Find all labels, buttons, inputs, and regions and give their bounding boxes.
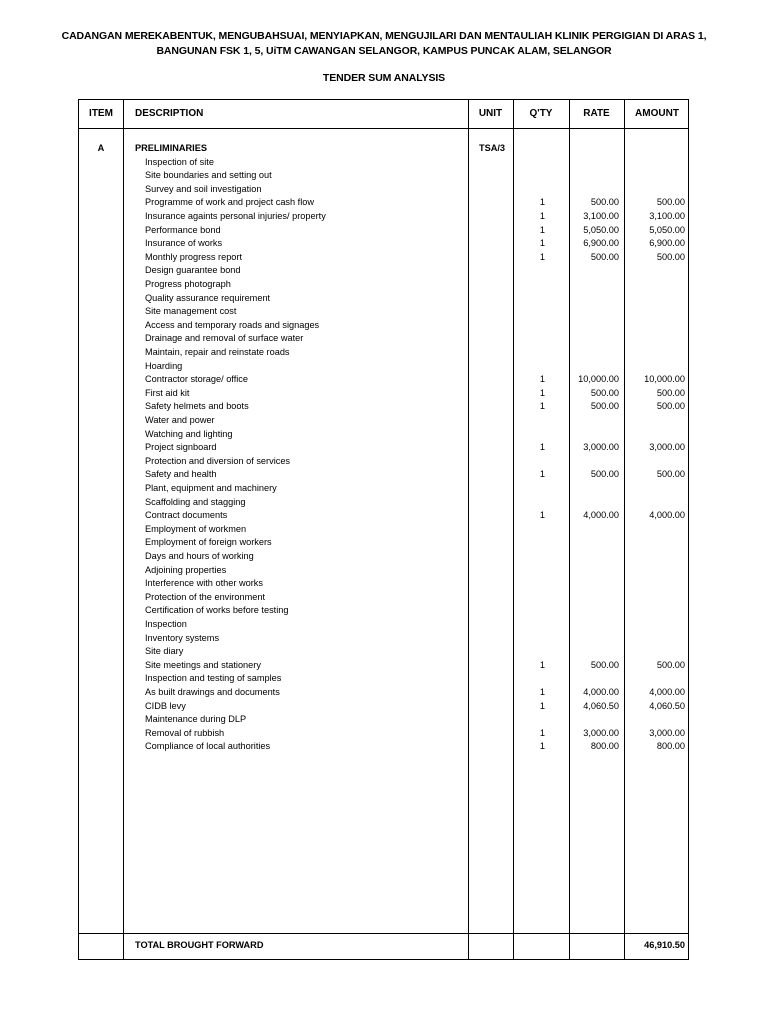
- row-rate: 500.00: [590, 197, 619, 208]
- row-qty: 1: [539, 197, 545, 208]
- row-description: First aid kit: [145, 387, 190, 398]
- row-qty: 1: [539, 238, 545, 249]
- row-qty: 1: [539, 727, 545, 738]
- row-rate: 3,000.00: [583, 442, 619, 453]
- row-qty: 1: [539, 686, 545, 697]
- row-rate: 4,000.00: [583, 510, 619, 521]
- row-description: Performance bond: [145, 224, 221, 235]
- row-qty: 1: [539, 741, 545, 752]
- row-rate: 6,900.00: [583, 238, 619, 249]
- row-qty: 1: [539, 374, 545, 385]
- row-amount: 4,000.00: [649, 510, 685, 521]
- section-title: PRELIMINARIES: [135, 143, 207, 153]
- row-rate: 3,000.00: [583, 727, 619, 738]
- row-rate: 500.00: [590, 469, 619, 480]
- row-amount: 500.00: [656, 659, 685, 670]
- row-description: Insurance againts personal injuries/ property: [145, 210, 326, 221]
- row-description: Site management cost: [145, 306, 237, 317]
- row-description: Protection of the environment: [145, 591, 266, 602]
- row-amount: 6,900.00: [649, 238, 685, 249]
- row-description: Removal of rubbish: [145, 727, 225, 738]
- row-description: Safety and health: [145, 469, 217, 480]
- row-description: Certification of works before testing: [145, 605, 289, 616]
- row-amount: 4,060.50: [649, 700, 685, 711]
- row-qty: 1: [539, 251, 545, 262]
- row-description: CIDB levy: [145, 700, 186, 711]
- row-description: As built drawings and documents: [145, 686, 280, 697]
- row-description: Access and temporary roads and signages: [145, 319, 320, 330]
- row-description: Scaffolding and stagging: [145, 496, 246, 507]
- row-description: Contractor storage/ office: [145, 374, 248, 385]
- row-description: Employment of workmen: [145, 523, 247, 534]
- row-rate: 4,060.50: [583, 700, 619, 711]
- row-rate: 500.00: [590, 401, 619, 412]
- row-description: Programme of work and project cash flow: [145, 197, 315, 208]
- row-qty: 1: [539, 401, 545, 412]
- row-qty: 1: [539, 442, 545, 453]
- row-description: Survey and soil investigation: [145, 183, 262, 194]
- row-rate: 500.00: [590, 251, 619, 262]
- row-description: Insurance of works: [145, 238, 223, 249]
- document-subtitle: TENDER SUM ANALYSIS: [322, 72, 446, 84]
- row-amount: 500.00: [656, 401, 685, 412]
- row-description: Monthly progress report: [145, 251, 243, 262]
- row-qty: 1: [539, 210, 545, 221]
- row-qty: 1: [539, 700, 545, 711]
- row-description: Quality assurance requirement: [145, 292, 271, 303]
- row-amount: 3,000.00: [649, 727, 685, 738]
- column-divider: [468, 100, 469, 959]
- column-header-description: DESCRIPTION: [135, 108, 204, 119]
- row-qty: 1: [539, 659, 545, 670]
- row-description: Drainage and removal of surface water: [145, 333, 304, 344]
- row-description: Contract documents: [145, 510, 228, 521]
- column-header-unit: UNIT: [478, 108, 503, 119]
- column-header-amount: AMOUNT: [635, 108, 679, 119]
- row-description: Site meetings and stationery: [145, 659, 261, 670]
- row-amount: 800.00: [656, 741, 685, 752]
- row-description: Maintenance during DLP: [145, 714, 247, 725]
- row-description: Design guarantee bond: [145, 265, 241, 276]
- column-header-rate: RATE: [583, 108, 610, 119]
- document-title-line-1: CADANGAN MEREKABENTUK, MENGUBAHSUAI, MENYIAPKAN, MENGUJILARI DAN MENTAULIAH KLINIK PERGIGIAN DI ARAS 1,: [61, 30, 707, 42]
- row-description: Inspection: [145, 618, 187, 629]
- row-amount: 3,000.00: [649, 442, 685, 453]
- row-rate: 5,050.00: [583, 224, 619, 235]
- row-description: Site boundaries and setting out: [145, 170, 272, 181]
- row-rate: 500.00: [590, 659, 619, 670]
- section-item: A: [97, 143, 105, 153]
- row-description: Days and hours of working: [145, 550, 254, 561]
- row-rate: 3,100.00: [583, 210, 619, 221]
- row-description: Progress photograph: [145, 278, 231, 289]
- document-title-line-2: BANGUNAN FSK 1, 5, UiTM CAWANGAN SELANGOR, KAMPUS PUNCAK ALAM, SELANGOR: [156, 45, 612, 57]
- row-description: Project signboard: [145, 442, 217, 453]
- column-header-item: ITEM: [89, 108, 113, 119]
- row-description: Employment of foreign workers: [145, 537, 272, 548]
- row-amount: 3,100.00: [649, 210, 685, 221]
- row-description: Inventory systems: [145, 632, 220, 643]
- row-description: Plant, equipment and machinery: [145, 482, 277, 493]
- row-description: Hoarding: [145, 360, 183, 371]
- row-amount: 4,000.00: [649, 686, 685, 697]
- row-amount: 500.00: [656, 387, 685, 398]
- row-amount: 500.00: [656, 197, 685, 208]
- row-rate: 800.00: [590, 741, 619, 752]
- footer-divider: [79, 933, 688, 934]
- row-description: Watching and lighting: [145, 428, 233, 439]
- header-divider: [79, 128, 688, 129]
- row-description: Compliance of local authorities: [145, 741, 271, 752]
- row-amount: 10,000.00: [644, 374, 685, 385]
- total-label: TOTAL BROUGHT FORWARD: [135, 940, 264, 950]
- row-rate: 10,000.00: [578, 374, 619, 385]
- column-divider: [123, 100, 124, 959]
- row-description: Inspection of site: [145, 156, 214, 167]
- row-description: Site diary: [145, 646, 184, 657]
- row-rate: 500.00: [590, 387, 619, 398]
- row-description: Interference with other works: [145, 578, 263, 589]
- tender-sum-table: [78, 99, 689, 960]
- total-amount: 46,910.50: [644, 940, 685, 950]
- row-description: Adjoining properties: [145, 564, 227, 575]
- row-qty: 1: [539, 387, 545, 398]
- row-amount: 500.00: [656, 251, 685, 262]
- row-amount: 500.00: [656, 469, 685, 480]
- row-rate: 4,000.00: [583, 686, 619, 697]
- row-description: Water and power: [145, 414, 215, 425]
- row-description: Maintain, repair and reinstate roads: [145, 346, 290, 357]
- row-qty: 1: [539, 510, 545, 521]
- row-description: Inspection and testing of samples: [145, 673, 282, 684]
- column-header-qty: Q'TY: [529, 108, 553, 119]
- row-description: Protection and diversion of services: [145, 455, 291, 466]
- row-qty: 1: [539, 224, 545, 235]
- section-unit: TSA/3: [479, 143, 506, 153]
- row-qty: 1: [539, 469, 545, 480]
- row-amount: 5,050.00: [649, 224, 685, 235]
- row-description: Safety helmets and boots: [145, 401, 249, 412]
